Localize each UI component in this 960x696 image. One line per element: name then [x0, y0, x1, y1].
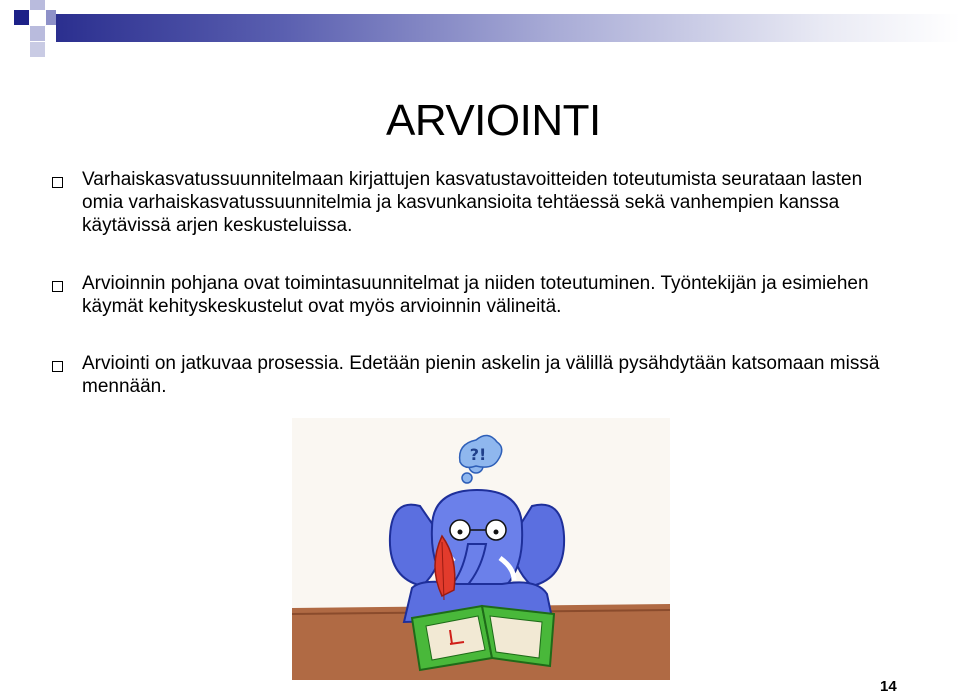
thought-bubble-text: ?!	[469, 445, 487, 464]
square-bullet-icon	[52, 177, 63, 188]
page-number: 14	[880, 678, 897, 695]
square-bullet-icon	[52, 361, 63, 372]
square-bullet-icon	[52, 281, 63, 292]
slide-title: ARVIOINTI	[386, 96, 601, 145]
decor-square	[30, 42, 45, 57]
header-gradient-bar	[56, 14, 960, 42]
bullet-text: Arviointi on jatkuvaa prosessia. Edetään pienin askelin ja välillä pysähdytään katsomaan missä mennään.	[82, 353, 880, 397]
bullet-text: Arvioinnin pohjana ovat toimintasuunnitelmat ja niiden toteutuminen. Työntekijän ja esimiehen käymät kehityskeskustelut ovat myös arvioinnin välineitä.	[82, 273, 869, 317]
decor-square	[30, 0, 45, 10]
decor-square	[14, 10, 29, 25]
elephant-illustration	[292, 418, 670, 680]
decor-square	[30, 26, 45, 41]
decor-square	[46, 10, 56, 25]
bullet-text: Varhaiskasvatussuunnitelmaan kirjattujen kasvatustavoitteiden toteutumista seurataan lasten omia varhaiskasvatussuunnitelmia ja kasvunkansioita tehtäessä sekä vanhempien kanssa käytävissä arjen keskusteluissa.	[82, 169, 863, 236]
header-decoration	[0, 0, 960, 60]
open-book-icon	[412, 606, 554, 670]
